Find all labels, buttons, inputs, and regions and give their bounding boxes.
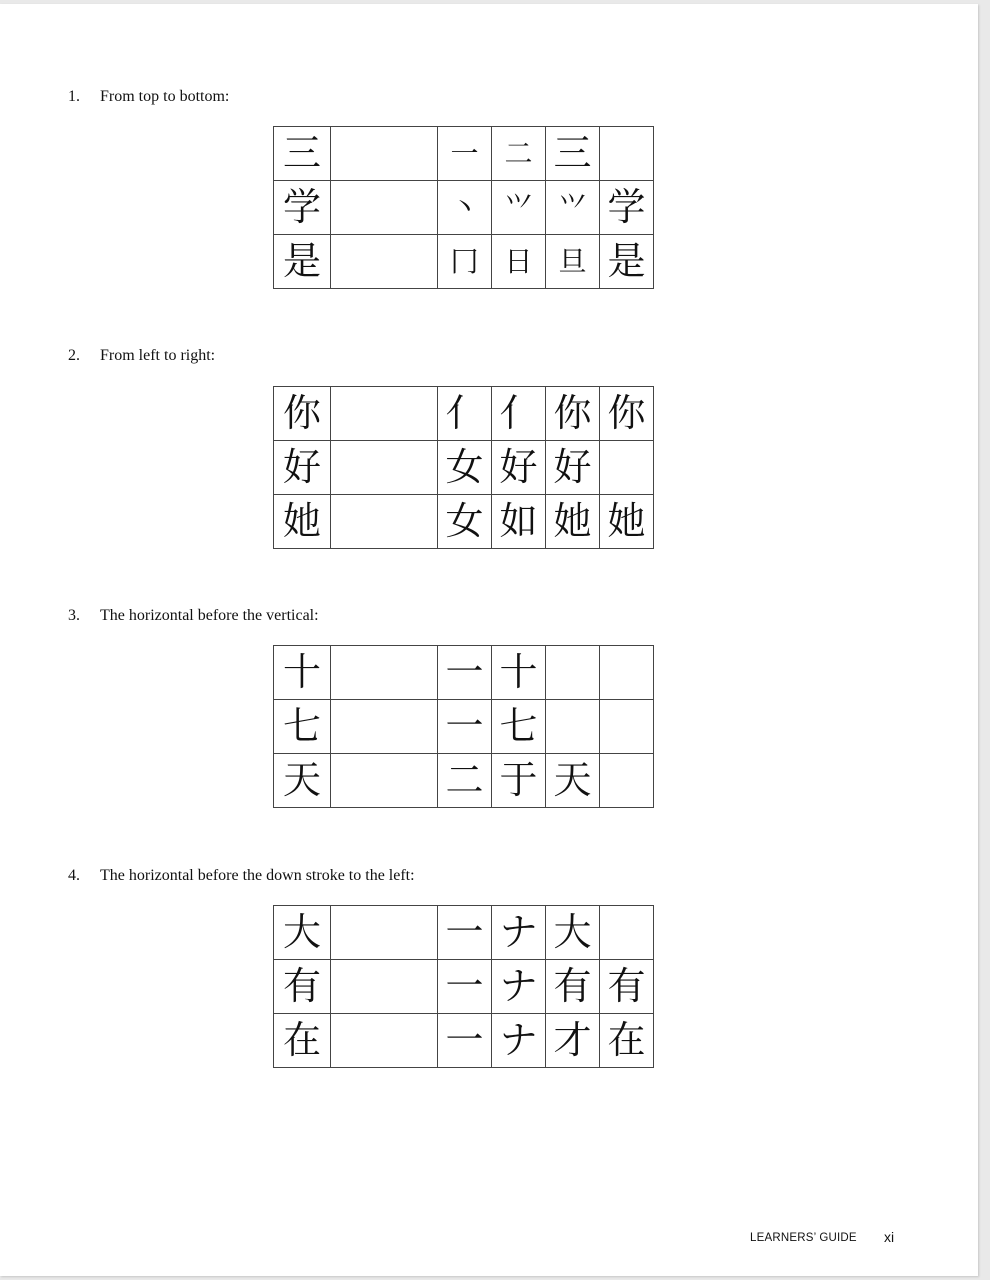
character-cell: 她 [274, 495, 331, 549]
stroke-step-cell: ナ [492, 960, 546, 1014]
stroke-step-cell: 日 [492, 235, 546, 289]
stroke-step-cell: 于 [492, 754, 546, 808]
stroke-step-cell: 二 [438, 754, 492, 808]
blank-cell [331, 127, 438, 181]
stroke-step-cell: 七 [492, 700, 546, 754]
stroke-step-cell: 好 [546, 441, 600, 495]
table-row [274, 235, 654, 289]
table-row [274, 495, 654, 549]
stroke-step-cell: 旦 [546, 235, 600, 289]
stroke-step-cell: 二 [492, 127, 546, 181]
stroke-order-table-2 [273, 386, 654, 549]
blank-cell [331, 387, 438, 441]
table-row [274, 1014, 654, 1068]
blank-cell [331, 960, 438, 1014]
table-row [274, 960, 654, 1014]
stroke-step-cell: 才 [546, 1014, 600, 1068]
stroke-step-cell [600, 700, 654, 754]
stroke-step-cell: ⺍ [492, 181, 546, 235]
table-row [274, 127, 654, 181]
stroke-step-cell: 一 [438, 127, 492, 181]
stroke-order-table-1 [273, 126, 654, 289]
character-cell: 学 [274, 181, 331, 235]
stroke-step-cell: 一 [438, 700, 492, 754]
stroke-step-cell: 你 [600, 387, 654, 441]
blank-cell [331, 754, 438, 808]
stroke-step-cell: ナ [492, 1014, 546, 1068]
blank-cell [331, 181, 438, 235]
table-row [274, 700, 654, 754]
stroke-step-cell: 亻 [492, 387, 546, 441]
table-row [274, 387, 654, 441]
stroke-step-cell [600, 127, 654, 181]
stroke-step-cell: 学 [600, 181, 654, 235]
stroke-step-cell: 三 [546, 127, 600, 181]
stroke-step-cell: 你 [546, 387, 600, 441]
section-1-heading: 1. From top to bottom: [68, 88, 230, 105]
character-cell: 你 [274, 387, 331, 441]
section-4-heading: 4. The horizontal before the down stroke to the left: [68, 867, 415, 884]
blank-cell [331, 700, 438, 754]
table-row [274, 646, 654, 700]
stroke-step-cell: 好 [492, 441, 546, 495]
character-cell: 七 [274, 700, 331, 754]
blank-cell [331, 906, 438, 960]
character-cell: 天 [274, 754, 331, 808]
stroke-step-cell: 丶 [438, 181, 492, 235]
stroke-step-cell [546, 646, 600, 700]
character-cell: 在 [274, 1014, 331, 1068]
character-cell: 是 [274, 235, 331, 289]
stroke-step-cell: 十 [492, 646, 546, 700]
character-cell: 有 [274, 960, 331, 1014]
footer-guide-label: LEARNERS’ GUIDE [750, 1232, 857, 1244]
stroke-step-cell: 是 [600, 235, 654, 289]
stroke-step-cell: 有 [600, 960, 654, 1014]
stroke-step-cell: 天 [546, 754, 600, 808]
stroke-step-cell: 大 [546, 906, 600, 960]
stroke-step-cell: 冂 [438, 235, 492, 289]
character-cell: 大 [274, 906, 331, 960]
stroke-step-cell [600, 441, 654, 495]
blank-cell [331, 235, 438, 289]
character-cell: 十 [274, 646, 331, 700]
stroke-step-cell: 在 [600, 1014, 654, 1068]
stroke-step-cell [600, 754, 654, 808]
stroke-order-table-3 [273, 645, 654, 808]
document-page [0, 4, 978, 1276]
stroke-step-cell: 女 [438, 441, 492, 495]
table-row [274, 906, 654, 960]
character-cell: 三 [274, 127, 331, 181]
blank-cell [331, 441, 438, 495]
stroke-step-cell [600, 646, 654, 700]
stroke-step-cell: 𭕄 [546, 181, 600, 235]
blank-cell [331, 646, 438, 700]
stroke-step-cell: 一 [438, 960, 492, 1014]
stroke-step-cell: 女 [438, 495, 492, 549]
stroke-step-cell: 一 [438, 906, 492, 960]
table-row [274, 754, 654, 808]
section-3-heading: 3. The horizontal before the vertical: [68, 607, 319, 624]
table-row [274, 181, 654, 235]
blank-cell [331, 1014, 438, 1068]
stroke-step-cell: ナ [492, 906, 546, 960]
character-cell: 好 [274, 441, 331, 495]
stroke-order-table-4 [273, 905, 654, 1068]
table-row [274, 441, 654, 495]
stroke-step-cell: 一 [438, 646, 492, 700]
stroke-step-cell: 有 [546, 960, 600, 1014]
blank-cell [331, 495, 438, 549]
stroke-step-cell [600, 906, 654, 960]
stroke-step-cell [546, 700, 600, 754]
stroke-step-cell: 她 [546, 495, 600, 549]
stroke-step-cell: 她 [600, 495, 654, 549]
section-2-heading: 2. From left to right: [68, 347, 216, 364]
stroke-step-cell: 一 [438, 1014, 492, 1068]
stroke-step-cell: 亻 [438, 387, 492, 441]
page-number: xi [884, 1229, 895, 1245]
stroke-step-cell: 如 [492, 495, 546, 549]
